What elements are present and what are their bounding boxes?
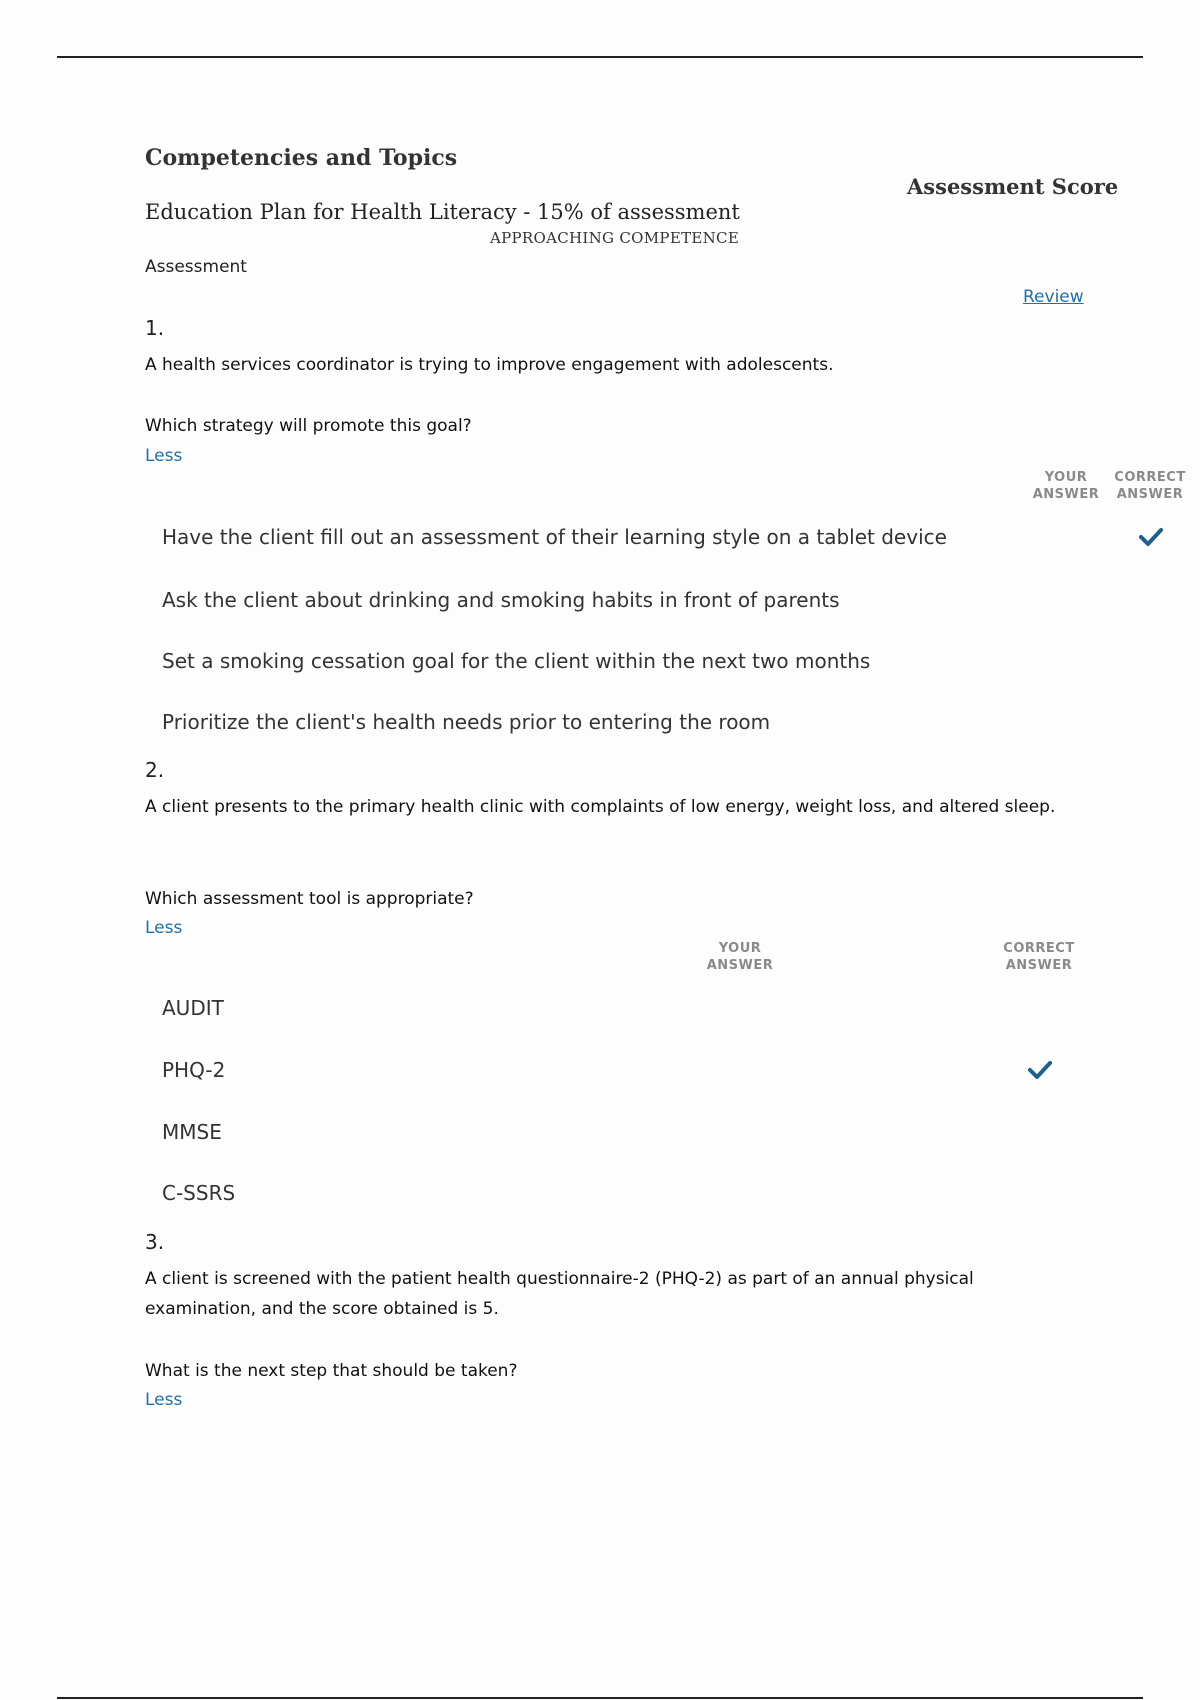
question-2-your-answer-header — [700, 940, 780, 974]
question-1-answer-3[interactable]: Set a smoking cessation goal for the client within the next two months — [162, 649, 871, 673]
question-1-answer-4[interactable]: Prioritize the client's health needs prior to entering the room — [162, 710, 771, 734]
competence-status: APPROACHING COMPETENCE — [490, 229, 740, 247]
question-2-answer-3[interactable]: MMSE — [162, 1120, 222, 1144]
correct-answer-line-2: ANSWER — [1116, 487, 1184, 502]
correct-answer-line-1: CORRECT — [1114, 470, 1186, 485]
question-2-prompt: Which assessment tool is appropriate? — [145, 889, 474, 909]
question-1-number: 1. — [145, 316, 165, 340]
review-link[interactable]: Review — [1023, 287, 1084, 307]
question-1-answer-2[interactable]: Ask the client about drinking and smoking habits in front of parents — [162, 588, 840, 612]
question-2-number: 2. — [145, 758, 165, 782]
section-title: Competencies and Topics — [145, 145, 458, 171]
question-1-answer-1[interactable]: Have the client fill out an assessment of their learning style on a tablet device — [162, 525, 947, 549]
question-3-prompt: What is the next step that should be taken? — [145, 1361, 518, 1381]
question-2-answer-1[interactable]: AUDIT — [162, 996, 224, 1020]
correct-answer-line-1: CORRECT — [1003, 941, 1075, 956]
question-2-correct-answer-header — [997, 940, 1081, 974]
question-1-your-answer-header — [1026, 469, 1106, 503]
question-1-stem: A health services coordinator is trying to improve engagement with adolescents. — [145, 355, 834, 375]
your-answer-line-2: ANSWER — [1032, 487, 1100, 502]
question-3-less-link[interactable]: Less — [145, 1390, 183, 1410]
checkmark-icon — [1139, 527, 1163, 547]
question-3-number: 3. — [145, 1230, 165, 1254]
question-2-answer-4[interactable]: C-SSRS — [162, 1181, 236, 1205]
question-2-answer-2[interactable]: PHQ-2 — [162, 1058, 226, 1082]
question-1-prompt: Which strategy will promote this goal? — [145, 416, 472, 436]
your-answer-line-1: YOUR — [1044, 470, 1088, 485]
correct-answer-line-2: ANSWER — [1005, 958, 1073, 973]
checkmark-icon — [1028, 1060, 1052, 1080]
assessment-label: Assessment — [145, 257, 247, 277]
your-answer-line-1: YOUR — [718, 941, 762, 956]
assessment-score-title: Assessment Score — [907, 174, 1119, 199]
question-2-less-link[interactable]: Less — [145, 918, 183, 938]
question-2-stem: A client presents to the primary health clinic with complaints of low energy, weight loss, and altered sleep. — [145, 797, 1056, 817]
question-3-stem: A client is screened with the patient health questionnaire-2 (PHQ-2) as part of an annual physical examination, and the score obtained is 5. — [145, 1269, 974, 1319]
question-1-correct-answer-header — [1108, 469, 1192, 503]
top-rule — [57, 56, 1143, 58]
your-answer-line-2: ANSWER — [706, 958, 774, 973]
bottom-rule — [57, 1697, 1143, 1699]
question-1-less-link[interactable]: Less — [145, 446, 183, 466]
education-plan-line: Education Plan for Health Literacy - 15% of assessment — [145, 200, 740, 224]
